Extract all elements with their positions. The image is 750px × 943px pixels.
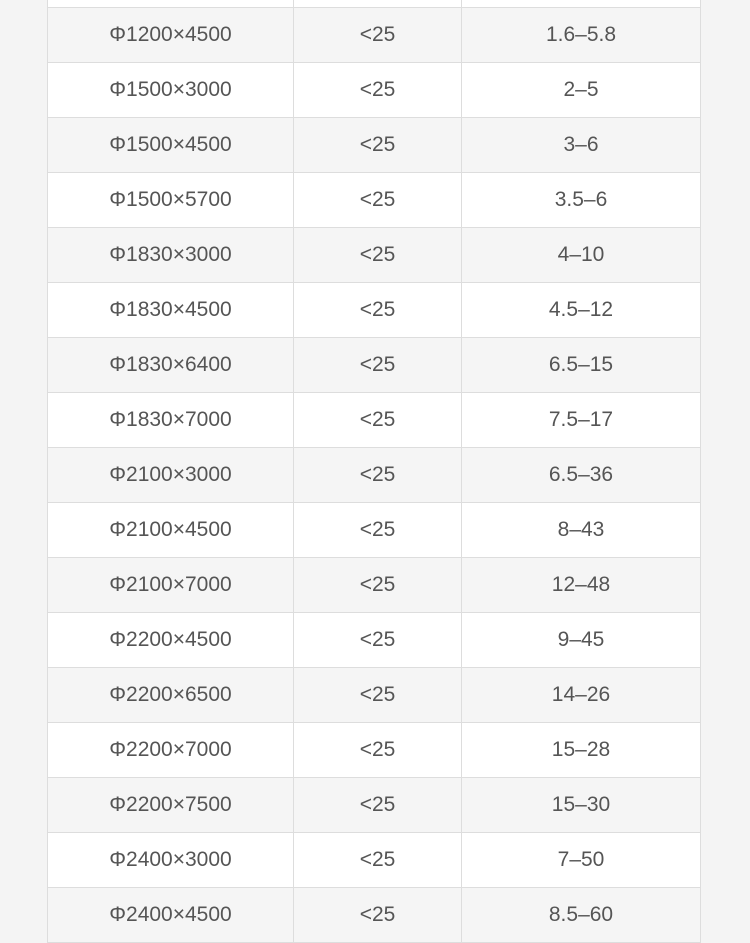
table-row	[48, 0, 701, 8]
model-cell: Φ1500×5700	[48, 173, 294, 228]
table-row	[48, 448, 701, 503]
speed-cell: <25	[294, 283, 462, 338]
speed-cell: <25	[294, 888, 462, 943]
capacity-cell: 3.5–6	[462, 173, 701, 228]
spec-table-container	[47, 0, 700, 943]
model-cell: Φ1830×6400	[48, 338, 294, 393]
model-cell: Φ2200×6500	[48, 668, 294, 723]
capacity-cell: 15–30	[462, 778, 701, 833]
spec-table	[47, 0, 701, 943]
table-row	[48, 833, 701, 888]
model-cell: Φ2100×7000	[48, 558, 294, 613]
speed-cell: <25	[294, 558, 462, 613]
speed-cell: <25	[294, 393, 462, 448]
model-cell: Φ1830×7000	[48, 393, 294, 448]
speed-cell: <25	[294, 778, 462, 833]
speed-cell: <25	[294, 723, 462, 778]
model-cell: Φ1500×3000	[48, 63, 294, 118]
speed-cell	[294, 0, 462, 8]
table-row	[48, 668, 701, 723]
table-row	[48, 8, 701, 63]
table-row	[48, 283, 701, 338]
capacity-cell: 3–6	[462, 118, 701, 173]
table-row	[48, 63, 701, 118]
capacity-cell: 7–50	[462, 833, 701, 888]
speed-cell: <25	[294, 668, 462, 723]
capacity-cell: 12–48	[462, 558, 701, 613]
speed-cell: <25	[294, 503, 462, 558]
model-cell: Φ2400×3000	[48, 833, 294, 888]
speed-cell: <25	[294, 8, 462, 63]
capacity-cell: 14–26	[462, 668, 701, 723]
table-row	[48, 393, 701, 448]
capacity-cell: 4.5–12	[462, 283, 701, 338]
capacity-cell: 8–43	[462, 503, 701, 558]
table-row	[48, 778, 701, 833]
speed-cell: <25	[294, 613, 462, 668]
table-row	[48, 888, 701, 943]
table-row	[48, 613, 701, 668]
spec-table-body	[48, 0, 701, 943]
table-row	[48, 118, 701, 173]
table-row	[48, 173, 701, 228]
table-row	[48, 558, 701, 613]
model-cell: Φ2100×4500	[48, 503, 294, 558]
speed-cell: <25	[294, 833, 462, 888]
model-cell: Φ1830×4500	[48, 283, 294, 338]
capacity-cell: 7.5–17	[462, 393, 701, 448]
model-cell: Φ1200×4500	[48, 8, 294, 63]
capacity-cell: 15–28	[462, 723, 701, 778]
table-row	[48, 503, 701, 558]
model-cell: Φ1500×4500	[48, 118, 294, 173]
model-cell: Φ2100×3000	[48, 448, 294, 503]
speed-cell: <25	[294, 63, 462, 118]
table-row	[48, 338, 701, 393]
model-cell: Φ2200×4500	[48, 613, 294, 668]
capacity-cell: 6.5–36	[462, 448, 701, 503]
model-cell: Φ2200×7000	[48, 723, 294, 778]
model-cell: Φ2200×7500	[48, 778, 294, 833]
capacity-cell: 2–5	[462, 63, 701, 118]
capacity-cell	[462, 0, 701, 8]
capacity-cell: 1.6–5.8	[462, 8, 701, 63]
model-cell	[48, 0, 294, 8]
model-cell: Φ1830×3000	[48, 228, 294, 283]
speed-cell: <25	[294, 173, 462, 228]
speed-cell: <25	[294, 448, 462, 503]
capacity-cell: 6.5–15	[462, 338, 701, 393]
capacity-cell: 8.5–60	[462, 888, 701, 943]
speed-cell: <25	[294, 228, 462, 283]
capacity-cell: 4–10	[462, 228, 701, 283]
speed-cell: <25	[294, 118, 462, 173]
table-row	[48, 228, 701, 283]
speed-cell: <25	[294, 338, 462, 393]
table-row	[48, 723, 701, 778]
model-cell: Φ2400×4500	[48, 888, 294, 943]
capacity-cell: 9–45	[462, 613, 701, 668]
